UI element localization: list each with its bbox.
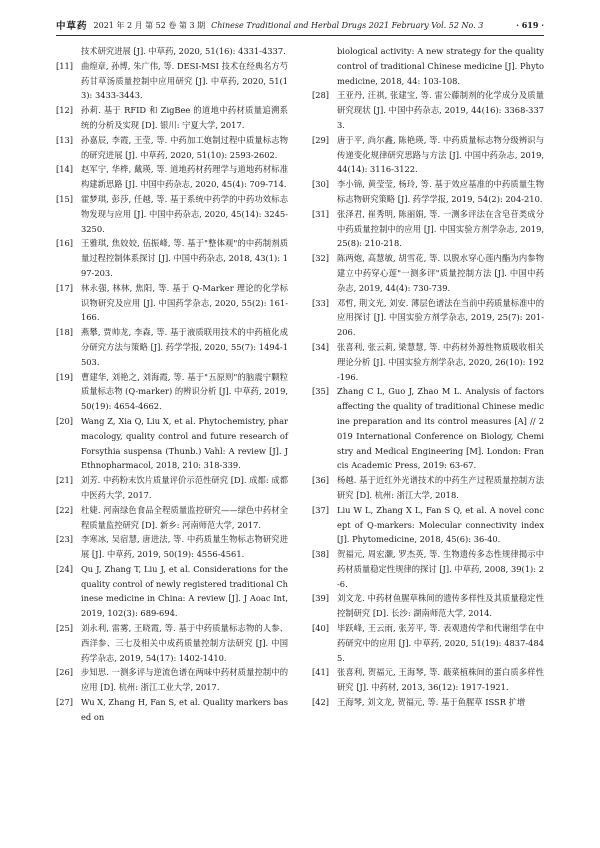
reference-number: [34] [312,341,330,352]
reference-number: [25] [56,623,74,634]
reference-continuation [56,44,288,59]
reference-number: [19] [56,371,74,382]
reference-number: [23] [56,534,74,545]
reference-entry [312,665,544,695]
reference-entry [312,621,544,665]
reference-number: [12] [56,105,74,116]
reference-text: 王海琴, 刘文龙, 贺福元, 等. 基于鱼腥草 ISSR 扩增 [337,697,526,708]
reference-entry [312,207,544,251]
reference-number: [13] [56,134,74,145]
references-left-column [56,44,288,725]
reference-text: 邓哲, 荆文光, 刘安. 薄层色谱法在当前中药质量标准中的应用探讨 [J]. 中国实验方剂学杂志, 2019, 25(7): 201-206. [337,297,544,338]
reference-text: 王雅琪, 焦姣姣, 伍振峰, 等. 基于"整体观"的中药制剂质量过程控制体系探讨 [J]. 中国中药杂志, 2018, 43(1): 197-203. [81,238,288,278]
reference-entry [312,177,544,207]
header-left [56,18,483,32]
reference-entry [56,562,288,621]
reference-entry [56,281,288,325]
reference-number: [33] [312,297,330,308]
reference-entry [56,695,288,725]
reference-entry [312,88,544,132]
reference-text: 杜婕. 河南绿色食品全程质量监控研究——绿色中药材全程质量监控研究 [D]. 新乡: 河南师范大学, 2017. [81,504,288,530]
reference-text: 张泽君, 崔秀明, 陈丽娟, 等. 一测多评法在含皂苷类成分中药质量控制中的应用 [J]. 中国实验方剂学杂志, 2019, 25(8): 210-218. [337,208,544,249]
reference-text: 林永强, 林林, 焦阳, 等. 基于 Q-Marker 理论的化学标识物研究及应用 [J]. 中国药学杂志, 2020, 55(2): 161-166. [81,282,288,323]
reference-entry [312,547,544,591]
reference-text: 曹建华, 刘艳之, 刘海霞, 等. 基于"五原则"的脑震宁颗粒质量标志物 (Q-marker) 的辨识分析 [J]. 中草药, 2019, 50(19): 4654-4662. [81,371,288,412]
reference-number: [29] [312,134,330,145]
reference-text: 陈两炮, 高慧敏, 胡雪花, 等. 以脱水穿心莲内酯为内参物建立中药穿心莲"一测多评"质量控制方法 [J]. 中国中药杂志, 2019, 44(4): 730-739. [337,253,544,293]
reference-entry [312,384,544,473]
reference-number: [26] [56,667,74,678]
reference-entry [56,162,288,192]
reference-number: [16] [56,238,74,249]
reference-number: [11] [56,60,74,71]
reference-text: Wu X, Zhang H, Fan S, et al. Quality markers based on [81,697,288,722]
reference-number: [22] [56,504,74,515]
reference-entry [56,59,288,103]
reference-text: 李寒冰, 吴宿慧, 唐进法, 等. 中药质量生物标志物研究进展 [J]. 中草药, 2019, 50(19): 4556-4561. [81,534,288,560]
reference-text: 唐于平, 尚尔鑫, 陈艳瑛, 等. 中药质量标志物分级辨识与传递变化规律研究思路与方法 [J]. 中国中药杂志, 2019, 44(14): 3116-3122. [337,134,544,175]
reference-number: [14] [56,164,74,175]
reference-entry [56,133,288,163]
reference-entry [312,251,544,295]
reference-entry [56,503,288,533]
reference-text: biological activity: A new strategy for the quality control of traditional Chinese medicine [J]. Phytomedicine, 2018, 44: 103-108. [337,46,544,86]
reference-entry [56,192,288,236]
reference-entry [312,296,544,340]
reference-text: 燕攀, 贾帅龙, 李森, 等. 基于液质联用技术的中药植化成分研究方法与策略 [J]. 药学学报, 2020, 55(7): 1494-1503. [81,327,288,367]
reference-entry [56,236,288,280]
reference-entry [312,591,544,621]
reference-continuation [312,44,544,88]
reference-entry [56,665,288,695]
reference-number: [20] [56,415,74,426]
reference-entry [312,473,544,503]
reference-entry [312,503,544,547]
reference-number: [41] [312,667,330,678]
reference-text: 杨越. 基于近红外光谱技术的中药生产过程质量控制方法研究 [D]. 杭州: 浙江大学, 2018. [337,475,544,500]
reference-number: [17] [56,282,74,293]
reference-text: 张喜利, 贺福元, 王海琴, 等. 蕺菜植株间的蛋白质多样性研究 [J]. 中药材, 2013, 36(12): 1917-1921. [337,667,544,693]
reference-text: 步知思. 一测多评与逆流色谱在两味中药材质量控制中的应用 [D]. 杭州: 浙江工业大学, 2017. [81,667,288,693]
reference-entry [56,370,288,414]
page-number: · 619 · [516,20,544,30]
reference-text: 刘永利, 雷雾, 王晓霞, 等. 基于中药质量标志物的人参、西洋参、三七及相关中成药质量控制方法研究 [J]. 中国药学杂志, 2019, 54(17): 1402-1410. [81,623,288,663]
reference-number: [28] [312,90,330,101]
journal-name-en: Chinese Traditional and Herbal Drugs 2021 February Vol. 52 No. 3 [211,20,484,30]
reference-number: [37] [312,504,330,515]
reference-number: [35] [312,386,330,397]
reference-entry [312,695,544,710]
reference-number: [36] [312,475,330,486]
reference-text: 技术研究进展 [J]. 中草药, 2020, 51(16): 4331-4337. [81,46,286,56]
reference-number: [42] [312,697,330,708]
reference-entry [56,532,288,562]
reference-entry [312,133,544,177]
reference-number: [27] [56,697,74,708]
reference-text: Qu J, Zhang T, Liu J, et al. Considerations for the quality control of newly registered traditional Chinese medicine in China: A review [J]. J Aoac Int, 2019, 102(3): 689-694. [81,563,288,619]
reference-number: [31] [312,208,330,219]
reference-number: [15] [56,193,74,204]
reference-number: [32] [312,253,330,264]
reference-number: [30] [312,179,330,190]
issue-info-cn: 2021 年 2 月 第 52 卷 第 3 期 [93,20,206,30]
reference-number: [21] [56,475,74,486]
reference-number: [38] [312,549,330,560]
reference-text: 毕跃峰, 王云雨, 张芳平, 等. 表观遗传学和代谢组学在中药研究中的应用 [J]. 中草药, 2020, 51(19): 4837-4845. [337,623,544,663]
reference-text: 霍梦琪, 彭莎, 任越, 等. 基于系统中药学的中药功效标志物发现与应用 [J]. 中国中药杂志, 2020, 45(14): 3245-3250. [81,193,288,234]
reference-entry [56,621,288,665]
reference-text: 赵军宁, 华桦, 戴瑛, 等. 道地药材药理学与道地药材标准构建新思路 [J]. 中国中药杂志, 2020, 45(4): 709-714. [81,164,288,190]
reference-text: 张喜利, 张云莉, 梁慧慧, 等. 中药材外源性物质吸收相关理论分析 [J]. 中国实验方剂学杂志, 2020, 26(10): 192-196. [337,341,544,382]
reference-text: 贺福元, 周宏灏, 罗杰英, 等. 生物遗传多态性规律揭示中药材质量稳定性规律的探讨 [J]. 中草药, 2008, 39(1): 2-6. [337,549,544,589]
reference-entry [312,340,544,384]
reference-text: 孙莉. 基于 RFID 和 ZigBee 的道地中药材质量追溯系统的分析及实现 [D]. 银川: 宁夏大学, 2017. [81,105,288,130]
reference-text: 刘文龙. 中药材鱼腥草株间的遗传多样性及其质量稳定性控制研究 [D]. 长沙: 湖南师范大学, 2014. [337,593,544,619]
reference-text: 刘芳. 中药粉末饮片质量评价示范性研究 [D]. 成都: 成都中医药大学, 2017. [81,475,288,500]
reference-text: 李小锦, 黄莹莹, 杨玲, 等. 基于效应基准的中药质量生物标志物研究策略 [J]. 药学学报, 2019, 54(2): 204-210. [337,179,544,204]
reference-text: 王亚丹, 汪祺, 张建宝, 等. 雷公藤制剂的化学成分及质量研究现状 [J]. 中国中药杂志, 2019, 44(16): 3368-3373. [337,90,544,130]
journal-name-cn: 中草药 [56,21,88,32]
references-right-column [312,44,544,710]
reference-number: [39] [312,593,330,604]
reference-entry [56,473,288,503]
reference-entry [56,325,288,369]
reference-text: Zhang C L, Guo J, Zhao M L. Analysis of factors affecting the quality of traditional Chinese medicine preparation and its control measures [A] // 2019 International Conference on Biology, Chemistry and Medical Engineering [M]. London: Francis Academic Press, 2019: 63-67. [337,386,544,471]
reference-number: [24] [56,563,74,574]
reference-entry [56,414,288,473]
reference-text: 曲煌章, 孙博, 朱广伟, 等. DESI-MSI 技术在经典名方芍药甘草汤质量控制中应用研究 [J]. 中草药, 2020, 51(13): 3433-3443. [81,60,288,101]
reference-text: 孙嘉辰, 李霞, 王莹, 等. 中药加工炮制过程中质量标志物的研究进展 [J]. 中草药, 2020, 51(10): 2593-2602. [81,134,288,160]
reference-number: [40] [312,623,330,634]
reference-number: [18] [56,327,74,338]
reference-text: Wang Z, Xia Q, Liu X, et al. Phytochemistry, pharmacology, quality control and future research of Forsythia suspensa (Thunb.) Vahl: A review [J]. J Ethnopharmacol, 2018, 210: 318-339. [81,415,288,471]
running-header [56,15,544,36]
reference-text: Liu W L, Zhang X L, Fan S Q, et al. A novel concept of Q-markers: Molecular connectivity index [J]. Phytomedicine, 2018, 45(6): 36-40. [337,504,544,545]
reference-entry [56,103,288,133]
